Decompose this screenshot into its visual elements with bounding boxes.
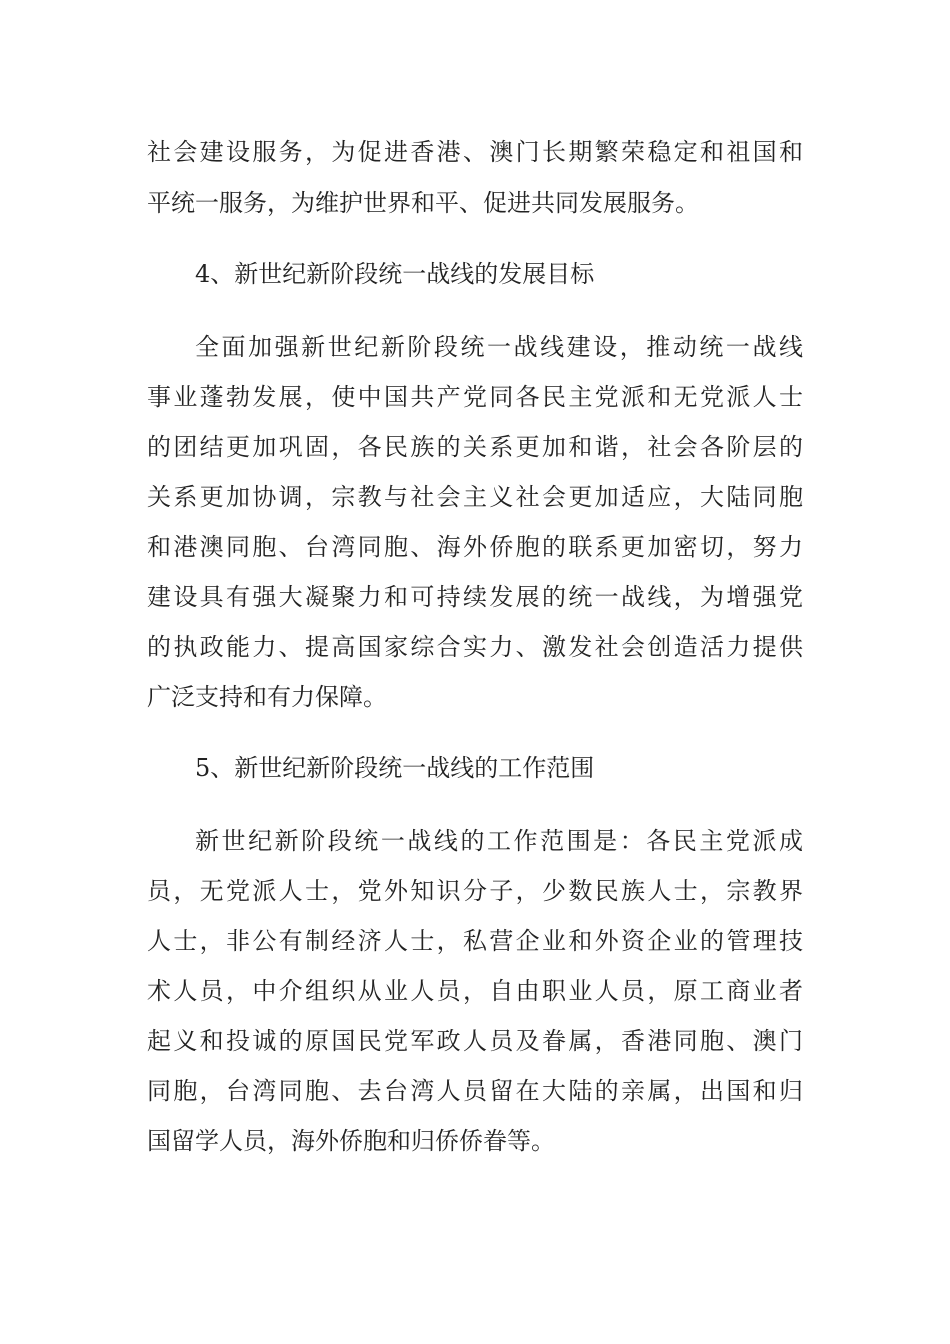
para1-line-1: 社会建设服务，为促进香港、澳门长期繁荣稳定和祖国和 [147,138,803,166]
para3-line-2: 员，无党派人士，党外知识分子，少数民族人士，宗教界 [147,877,803,905]
para3-line-7: 国留学人员，海外侨胞和归侨侨眷等。 [147,1127,555,1155]
para2-line-5: 和港澳同胞、台湾同胞、海外侨胞的联系更加密切，努力 [147,533,803,561]
para2-line-8: 广泛支持和有力保障。 [147,683,387,711]
para1-line-2: 平统一服务，为维护世界和平、促进共同发展服务。 [147,189,699,217]
section-heading-4: 4、新世纪新阶段统一战线的发展目标 [195,260,595,288]
para3-line-1: 新世纪新阶段统一战线的工作范围是：各民主党派成 [195,827,803,855]
para2-line-6: 建设具有强大凝聚力和可持续发展的统一战线，为增强党 [147,583,803,611]
para3-line-6: 同胞，台湾同胞、去台湾人员留在大陆的亲属，出国和归 [147,1077,803,1105]
para2-line-7: 的执政能力、提高国家综合实力、激发社会创造活力提供 [147,633,803,661]
para2-line-1: 全面加强新世纪新阶段统一战线建设，推动统一战线 [195,333,803,361]
section-heading-5: 5、新世纪新阶段统一战线的工作范围 [195,754,595,782]
para2-line-4: 关系更加协调，宗教与社会主义社会更加适应，大陆同胞 [147,483,803,511]
para3-line-3: 人士，非公有制经济人士，私营企业和外资企业的管理技 [147,927,803,955]
para2-line-3: 的团结更加巩固，各民族的关系更加和谐，社会各阶层的 [147,433,803,461]
para3-line-4: 术人员，中介组织从业人员，自由职业人员，原工商业者 [147,977,803,1005]
para3-line-5: 起义和投诚的原国民党军政人员及眷属，香港同胞、澳门 [147,1027,803,1055]
para2-line-2: 事业蓬勃发展，使中国共产党同各民主党派和无党派人士 [147,383,803,411]
